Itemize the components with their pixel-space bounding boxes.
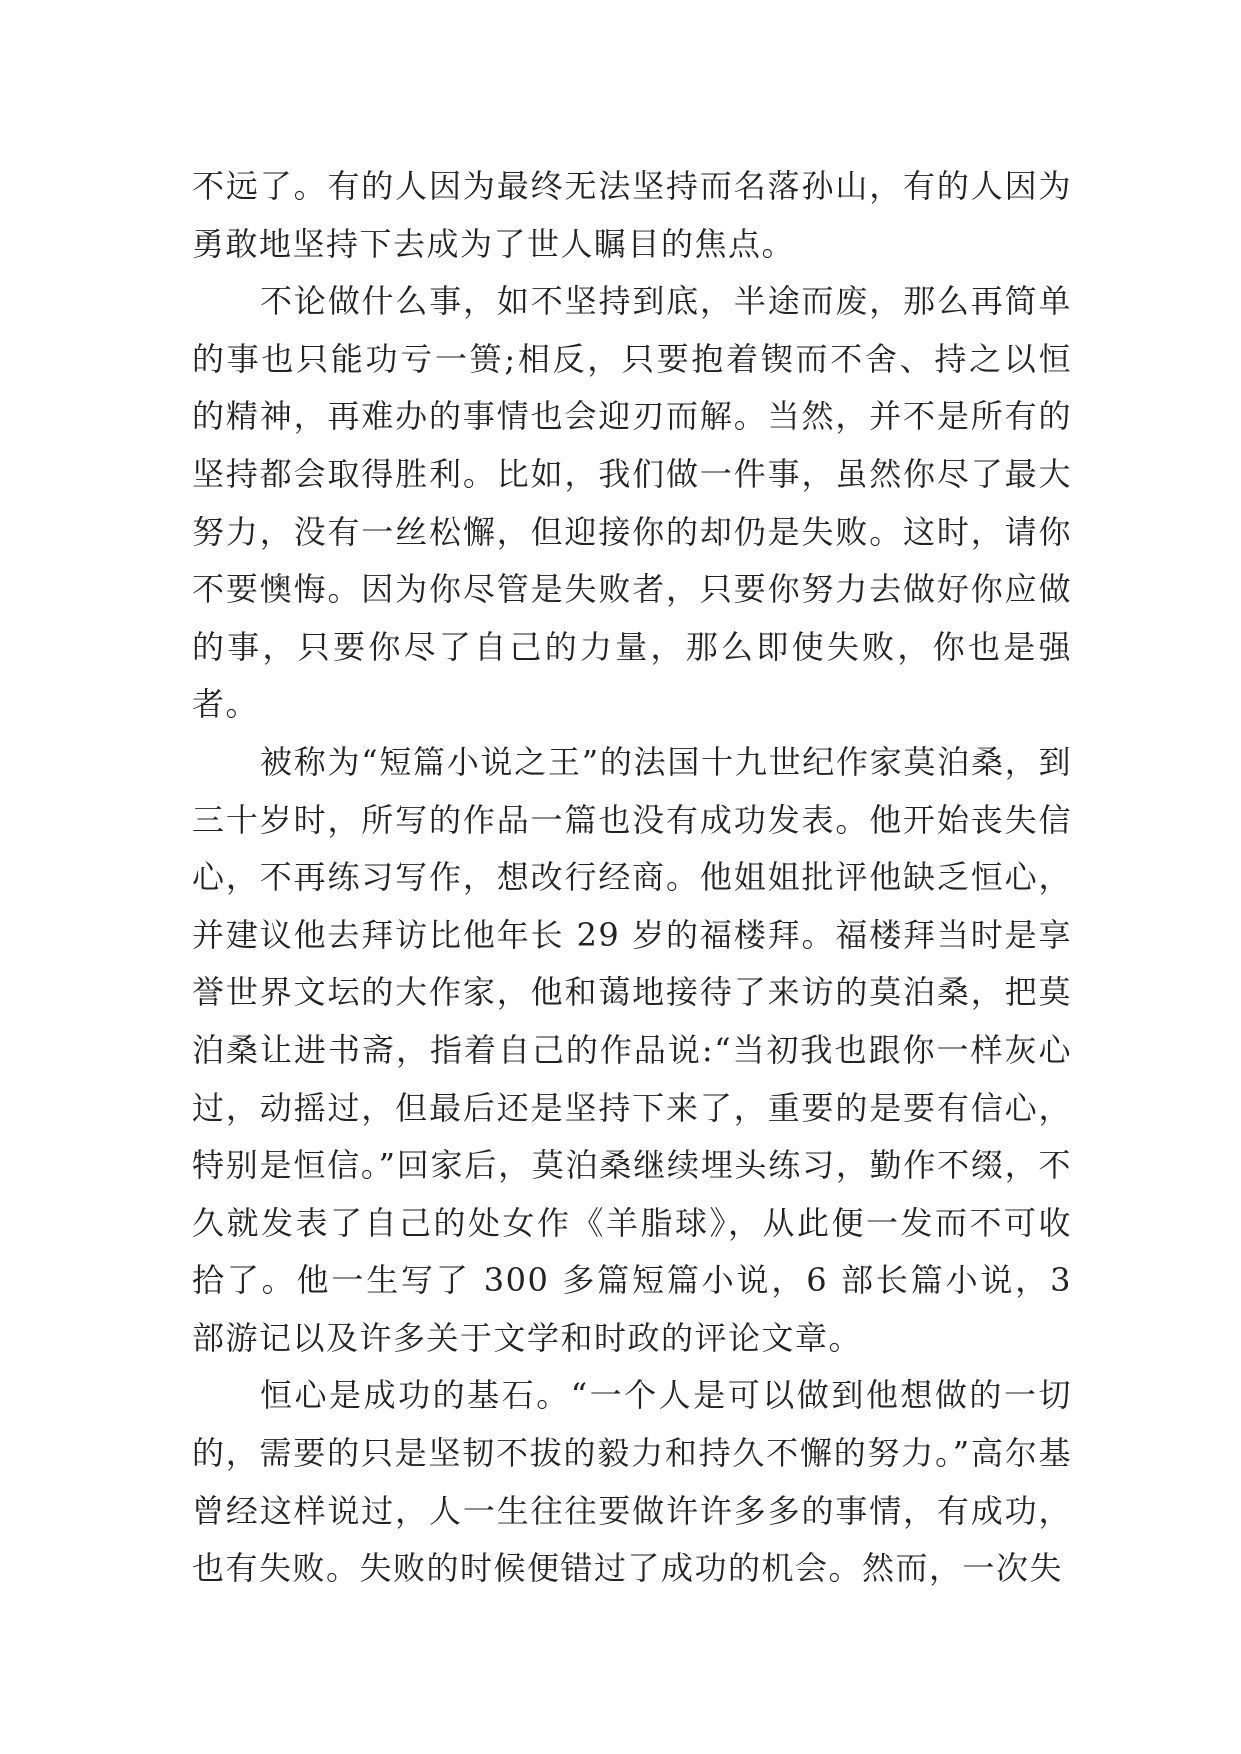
paragraph-continuation: 不远了。有的人因为最终无法坚持而名落孙山，有的人因为勇敢地坚持下去成为了世人瞩目的焦点。 [192,167,1072,263]
paragraph-maupassant: 被称为“短篇小说之王”的法国十九世纪作家莫泊桑，到三十岁时，所写的作品一篇也没有成功发表。他开始丧失信心，不再练习写作，想改行经商。他姐姐批评他缺乏恒心，并建议他去拜访比他年长 29 岁的福楼拜。福楼拜当时是享誉世界文坛的大作家，他和蔼地接待了来访的莫泊桑，把莫泊桑让进书斋，指着自己的作品说:“当初我也跟你一样灰心过，动摇过，但最后还是坚持下来了，重要的是要有信心，特别是恒信。”回家后，莫泊桑继续埋头练习，勤作不缀，不久就发表了自己的处女作《羊脂球》，从此便一发而不可收拾了。他一生写了 300 多篇短篇小说，6 部长篇小说，3 部游记以及许多关于文学和时政的评论文章。 [192,742,1072,1357]
document-body [192,158,1072,1598]
paragraph-persistence: 不论做什么事，如不坚持到底，半途而废，那么再简单的事也只能功亏一篑;相反，只要抱着锲而不舍、持之以恒的精神，再难办的事情也会迎刃而解。当然，并不是所有的坚持都会取得胜利。比如，我们做一件事，虽然你尽了最大努力，没有一丝松懈，但迎接你的却仍是失败。这时，请你不要懊悔。因为你尽管是失败者，只要你努力去做好你应做的事，只要你尽了自己的力量，那么即使失败，你也是强者。 [192,282,1072,724]
paragraph-perseverance: 恒心是成功的基石。“一个人是可以做到他想做的一切的，需要的只是坚韧不拔的毅力和持久不懈的努力。”高尔基曾经这样说过，人一生往往要做许许多多的事情，有成功，也有失败。失败的时候便错过了成功的机会。然而，一次失 [192,1376,1072,1588]
